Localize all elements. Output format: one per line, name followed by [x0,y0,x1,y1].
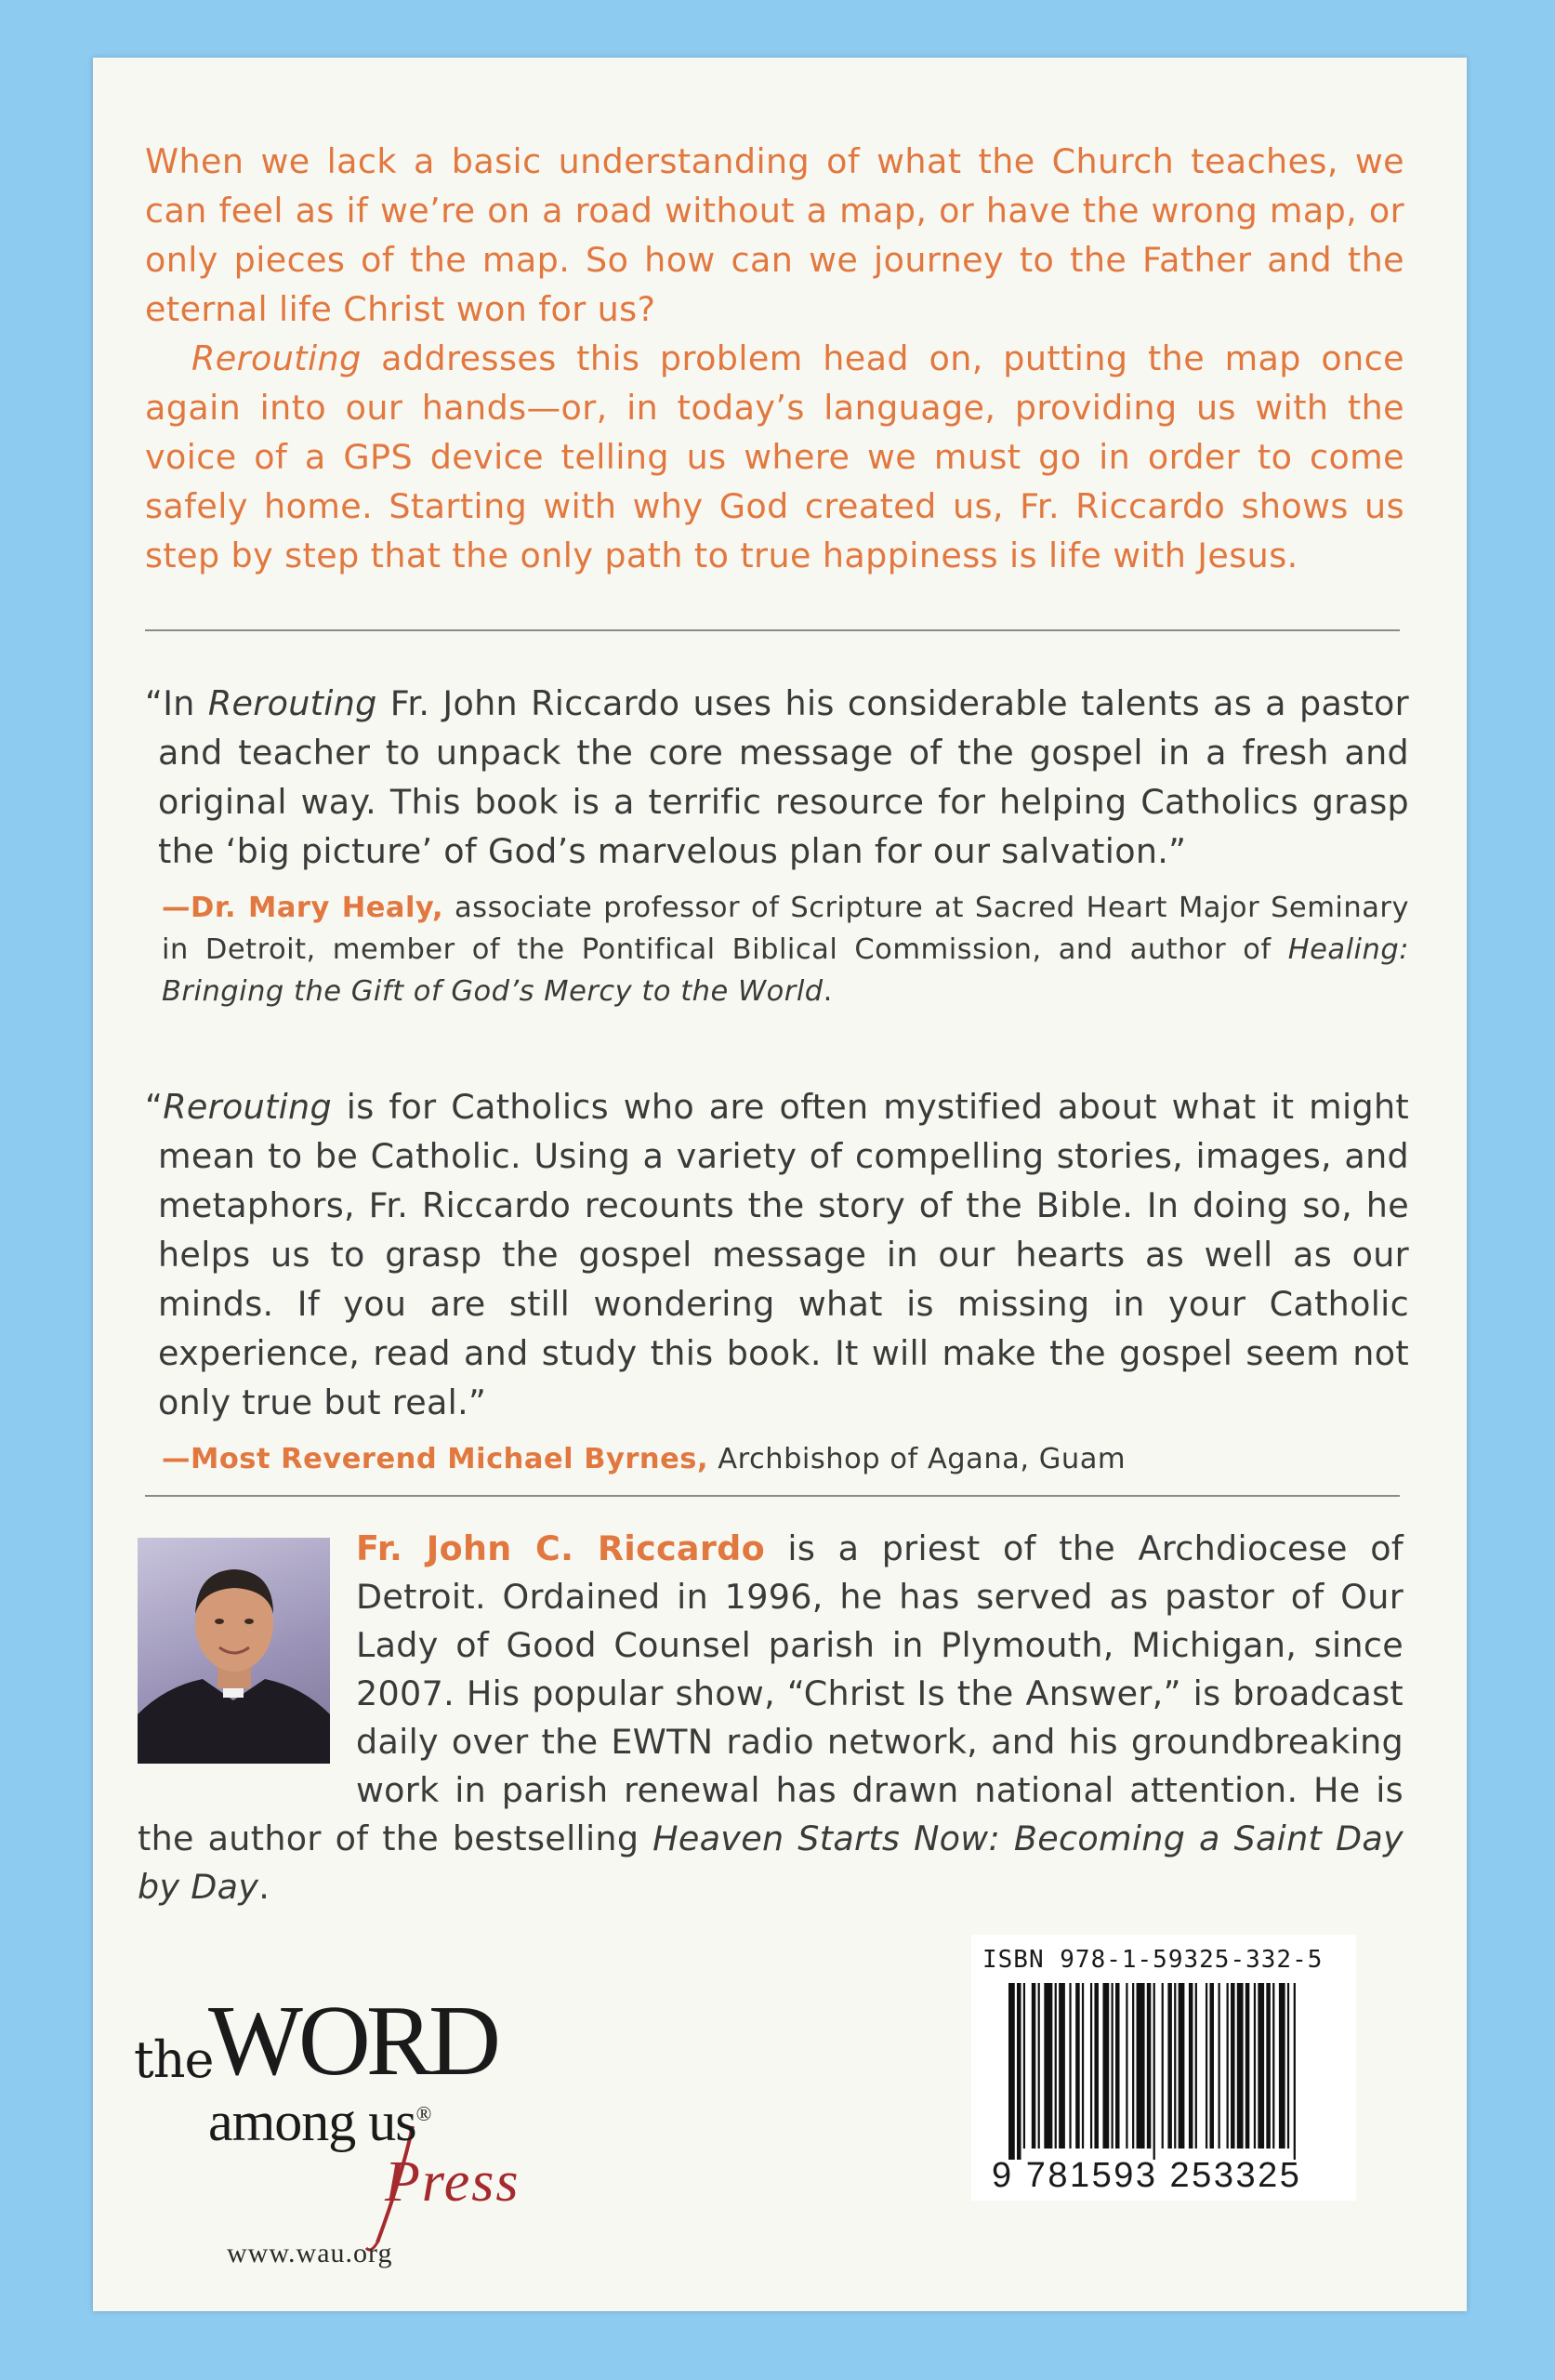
barcode-bar [1008,1983,1015,2160]
quote-open: “ [145,1087,164,1127]
barcode-bar [1195,1983,1197,2149]
isbn-text: ISBN 978-1-59325-332-5 [982,1946,1324,1974]
barcode-bar [1111,1983,1113,2149]
author-book: Heaven Starts Now: Becoming a Saint Day by Day [138,1818,1403,1907]
endorser-name: —Most Reverend Michael Byrnes, [162,1443,709,1475]
author-portrait-icon [138,1538,330,1764]
barcode-bar [1115,1983,1120,2149]
barcode-bar [1017,1983,1021,2160]
author-name: Fr. John C. Riccardo [356,1528,765,1568]
logo-the: the [134,2030,214,2089]
barcode-bar [1102,1983,1109,2149]
endorsement-byrnes-text [145,1082,1409,1427]
barcode-bar [1167,1983,1172,2149]
blurb [145,137,1404,580]
endorsement-byrnes [145,1082,1409,1480]
barcode-bar [1206,1983,1207,2149]
logo-among-text: among us [208,2091,416,2152]
barcode-bar [1174,1983,1176,2149]
barcode-bar [1237,1983,1244,2149]
barcode-bar [1279,1983,1285,2149]
author-bio-text: is a priest of the Archdiocese of Detroit. Ordained in 1996, he has served as pastor of Our Lady of Good Counsel parish in Plymouth, Michigan, since 2007. His popular show, “Christ Is the Answer,” is broadcast daily over the EWTN radio network, and his groundbreaking work in parish renewal has drawn national attention. He is the author of the bestselling [138,1528,1403,1858]
isbn-barcode [971,1935,1356,2201]
barcode-bar [1082,1983,1084,2149]
logo-word: WORD [208,1986,496,2096]
barcode-digits: 9 781593 253325 [992,2156,1302,2195]
quote-title: Rerouting [163,1087,332,1127]
divider-1 [145,629,1400,631]
publisher-url: www.wau.org [227,2238,393,2268]
endorsement-healy-attribution [162,887,1409,1012]
barcode-bar [1132,1983,1134,2149]
barcode-bar [1059,1983,1065,2149]
barcode-bar [1254,1983,1256,2149]
barcode-bar [1209,1983,1214,2149]
blurb-paragraph-2-text: addresses this problem head on, putting the map once again into our hands—or, in today’s language, providing us with the voice of a GPS device telling us where we must go in order to come safely home. Starting with why God created us, Fr. Riccardo shows us step by step that the only path to true happiness is life with Jesus. [145,338,1404,575]
endorser-book: Healing: Bringing the Gift of God’s Mercy to the World [162,933,1409,1008]
endorsement-byrnes-attribution [162,1438,1409,1480]
barcode-bar [1075,1983,1080,2149]
logo-press: Press [385,2150,521,2214]
author-bio-end: . [258,1867,270,1907]
barcode-bar [1038,1983,1040,2149]
barcode-bar [1189,1983,1193,2149]
endorsement-healy [145,679,1409,1012]
barcode-bar [1055,1983,1057,2149]
logo-among-us [208,2090,430,2154]
divider-2 [145,1495,1400,1497]
barcode-bar [1179,1983,1185,2149]
blurb-title: Rerouting [191,338,362,378]
blurb-paragraph-1: When we lack a basic understanding of what the Church teaches, we can feel as if we’re on a road without a map, or have the wrong map, or only pieces of the map. So how can we journey to the Father and the eternal life Christ won for us? [145,141,1404,329]
barcode-bar [1137,1983,1145,2149]
barcode-bar [1227,1983,1229,2149]
quote-open: “In [145,683,208,723]
barcode-bar [1266,1983,1271,2149]
quote-body: Fr. John Riccardo uses his considerable talents as a pastor and teacher to unpack the core message of the gospel in a fresh and original way. This book is a terrific resource for helping Catholics grasp the ‘big picture’ of God’s marvelous plan for our salvation.” [158,683,1409,871]
endorser-end: . [823,975,833,1008]
barcode-bar [1231,1983,1235,2149]
endorser-name: —Dr. Mary Healy, [162,892,444,924]
blurb-paragraph-2 [145,334,1404,580]
barcode-bar [1147,1983,1152,2149]
barcode-bar [1162,1983,1164,2149]
endorser-role: associate professor of Scripture at Sacred Heart Major Seminary in Detroit, member of the Pontifical Biblical Commission, and author of [162,892,1409,966]
publisher-logo [134,1964,599,2270]
author-photo [138,1538,330,1764]
back-cover-panel [93,58,1467,2311]
barcode-bar [1294,1983,1296,2160]
barcode-bar [1219,1983,1220,2149]
barcode-bar [1245,1983,1250,2149]
barcode-bar [1272,1983,1274,2149]
barcode-bar [1069,1983,1071,2149]
barcode-bar [1258,1983,1264,2149]
barcode-bar [1126,1983,1127,2149]
endorser-role: Archbishop of Agana, Guam [708,1443,1127,1475]
quote-title: Rerouting [207,683,377,723]
quote-body: is for Catholics who are often mystified about what it might mean to be Catholic. Using a variety of compelling stories, images, and metaphors, Fr. Riccardo recounts the story of the Bible. In doing so, he helps us to grasp the gospel message in our hearts as well as our minds. If you are still wondering what is missing in your Catholic experience, read and study this book. It will make the gospel seem not only true but real.” [158,1087,1409,1422]
barcode-bar [1094,1983,1099,2149]
barcode-bar [1023,1983,1025,2149]
barcode-bar [1044,1983,1052,2149]
endorsement-healy-text [145,679,1409,876]
barcode-bar [1090,1983,1092,2149]
author-bio [138,1525,1403,1911]
logo-registered-mark: ® [415,2102,431,2125]
barcode-bar [1287,1983,1289,2149]
barcode-bar [1153,1983,1155,2160]
barcode-bar [1032,1983,1036,2149]
